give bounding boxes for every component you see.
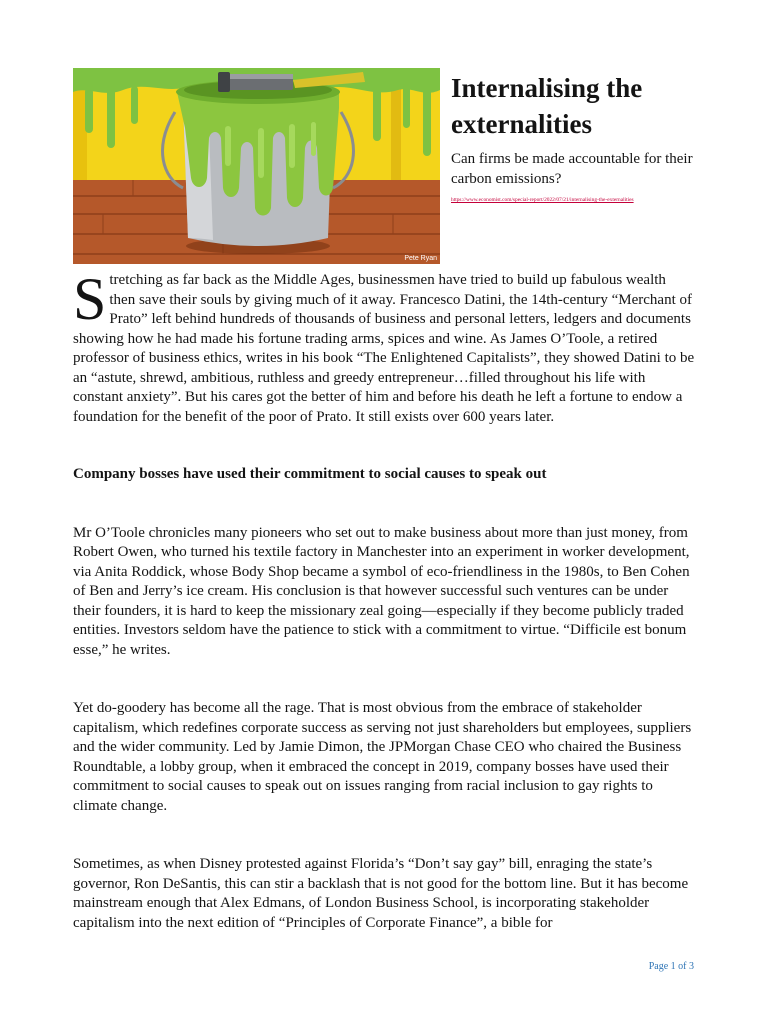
page-number: Page 1 of 3	[648, 961, 694, 972]
article-body	[73, 266, 695, 933]
article-title: Internalising the externalities	[451, 73, 643, 139]
pull-quote: Company bosses have used their commitment to social causes to speak out	[73, 466, 547, 482]
image-credit: Pete Ryan	[404, 255, 437, 262]
source-url-link[interactable]: https://www.economist.com/special-report/2022/07/21/internalising-the-externalities	[451, 197, 634, 203]
drop-cap: S	[73, 266, 107, 332]
green-paint-can-illustration	[73, 68, 440, 264]
paragraph-2: Mr O’Toole chronicles many pioneers who set out to make business about more than just money, from Robert Owen, who turned his textile factory in Manchester into an experiment in worker development, via Anita Roddick, whose Body Shop became a symbol of eco-friendliness in the 1980s, to Ben Cohen of Ben and Jerry’s ice cream. His conclusion is that however successful such ventures can be under their founders, it is hard to keep the missionary zeal going—especially if they become publicly traded entities. Investors seldom have the patience to stick with a commitment to virtue. “Difficile est bonum esse,” he writes.	[73, 524, 690, 658]
article-illustration	[73, 68, 440, 264]
paragraph-4: Sometimes, as when Disney protested against Florida’s “Don’t say gay” bill, enraging the state’s governor, Ron DeSantis, this can stir a backlash that is not good for the bottom line. But it has become mainstream enough that Alex Edmans, of London Business School, is incorporating stakeholder capitalism into the next edition of “Principles of Corporate Finance”, a bible for	[73, 856, 689, 931]
article-standfirst: Can firms be made accountable for their carbon emissions?	[451, 151, 693, 187]
paragraph-3: Yet do-goodery has become all the rage. That is most obvious from the embrace of stakeholder capitalism, which redefines corporate success as serving not just shareholders but employees, suppliers and the wider community. Led by Jamie Dimon, the JPMorgan Chase CEO who chaired the Business Roundtable, a lobby group, when it embraced the concept in 2019, company bosses have used their commitment to social causes to speak out on issues ranging from racial inclusion to gay rights to climate change.	[73, 700, 692, 814]
paragraph-1-text: tretching as far back as the Middle Ages, businessmen have tried to build up fabulous wealth then save their souls by giving much of it away. Francesco Datini, the 14th-century “Merchant of Prato” left behind hundreds of thousands of business and personal letters, ledgers and documents showing how he had made his fortune trading arms, spices and wine. As James O’Toole, a retired professor of business ethics, writes in his book “The Enlightened Capitalists”, they showed Datini to be an “astute, shrewd, ambitious, ruthless and greedy entrepreneur…filled throughout his life with constant anxiety”. But his cares got the better of him and before his death he left a fortune to endow a foundation for the benefit of the poor of Prato. It still exists over 600 years later.	[73, 272, 695, 425]
paragraph-1	[73, 266, 695, 427]
